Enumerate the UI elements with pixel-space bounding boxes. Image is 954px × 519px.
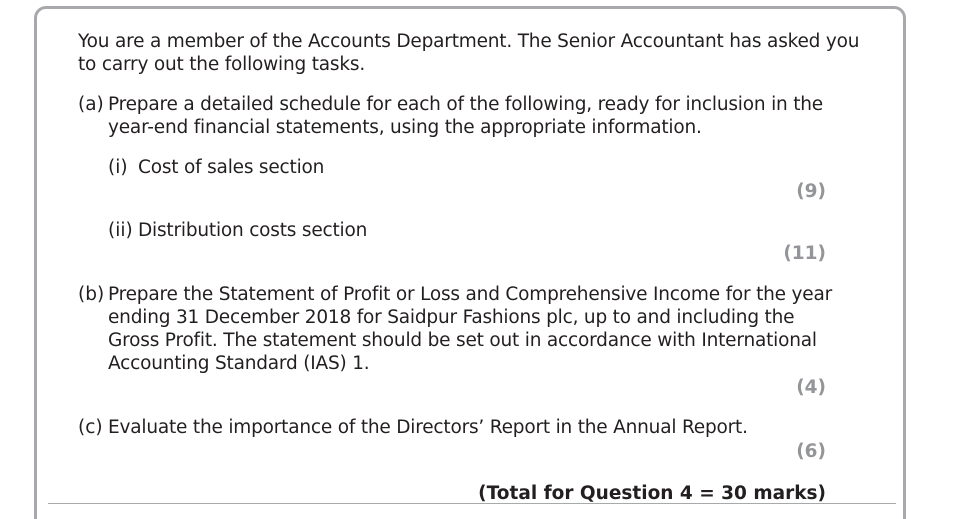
part-b-marks: (4) [796,377,826,398]
question-frame [34,6,906,519]
divider [48,503,896,504]
part-c-marks: (6) [796,441,826,462]
part-b-label: (b) [78,284,105,305]
part-a-i-text: Cost of sales section [138,157,325,178]
intro-line-2: to carry out the following tasks. [78,54,366,75]
part-a-ii-text: Distribution costs section [138,220,368,241]
part-a-line-1: Prepare a detailed schedule for each of the following, ready for inclusion in the [108,94,823,115]
question-total: (Total for Question 4 = 30 marks) [478,483,826,504]
part-a-label: (a) [78,94,104,115]
part-a-i-label: (i) [108,157,128,178]
part-b-line-3: Gross Profit. The statement should be set out in accordance with International [108,330,817,351]
part-a-line-2: year-end financial statements, using the appropriate information. [108,117,702,138]
part-b-line-2: ending 31 December 2018 for Saidpur Fashions plc, up to and including the [108,307,795,328]
intro-line-1: You are a member of the Accounts Department. The Senior Accountant has asked you [78,31,860,52]
part-c-line-1: Evaluate the importance of the Directors’ Report in the Annual Report. [108,417,748,438]
part-a-ii-marks: (11) [783,243,826,264]
part-a-i-marks: (9) [796,181,826,202]
part-b-line-4: Accounting Standard (IAS) 1. [108,353,370,374]
part-b-line-1: Prepare the Statement of Profit or Loss and Comprehensive Income for the year [108,284,833,305]
part-c-label: (c) [78,417,103,438]
part-a-ii-label: (ii) [108,220,133,241]
